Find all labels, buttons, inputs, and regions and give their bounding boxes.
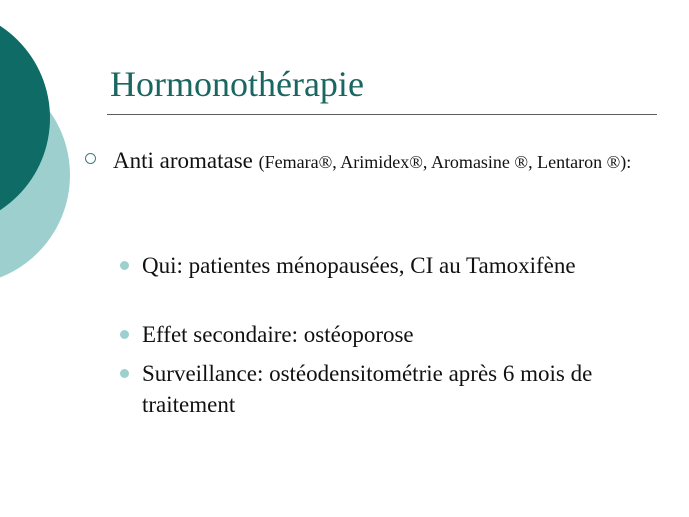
sub-bullet-item: [120, 319, 650, 350]
dot-bullet-icon: [120, 261, 129, 270]
dot-bullet-icon: [120, 330, 129, 339]
main-bullet-item: [85, 146, 655, 177]
sub-bullet-text: Effet secondaire: ostéoporose: [142, 322, 414, 347]
dot-bullet-icon: [120, 369, 129, 378]
slide-title: Hormonothérapie: [110, 64, 364, 104]
sub-bullet-item: [120, 358, 650, 420]
title-divider: [107, 114, 657, 115]
decorative-circles: [0, 0, 90, 290]
main-bullet-lead: Anti aromatase: [113, 148, 253, 173]
sub-bullet-item: [120, 250, 650, 281]
hollow-circle-bullet-icon: [85, 153, 96, 164]
main-bullet-text: [113, 146, 655, 177]
main-bullet-detail: (Femara®, Arimidex®, Aromasine ®, Lentaron ®):: [258, 152, 632, 172]
sub-bullet-text: Surveillance: ostéodensitométrie après 6 mois de traitement: [142, 361, 593, 417]
sub-bullet-text: Qui: patientes ménopausées, CI au Tamoxifène: [142, 253, 576, 278]
